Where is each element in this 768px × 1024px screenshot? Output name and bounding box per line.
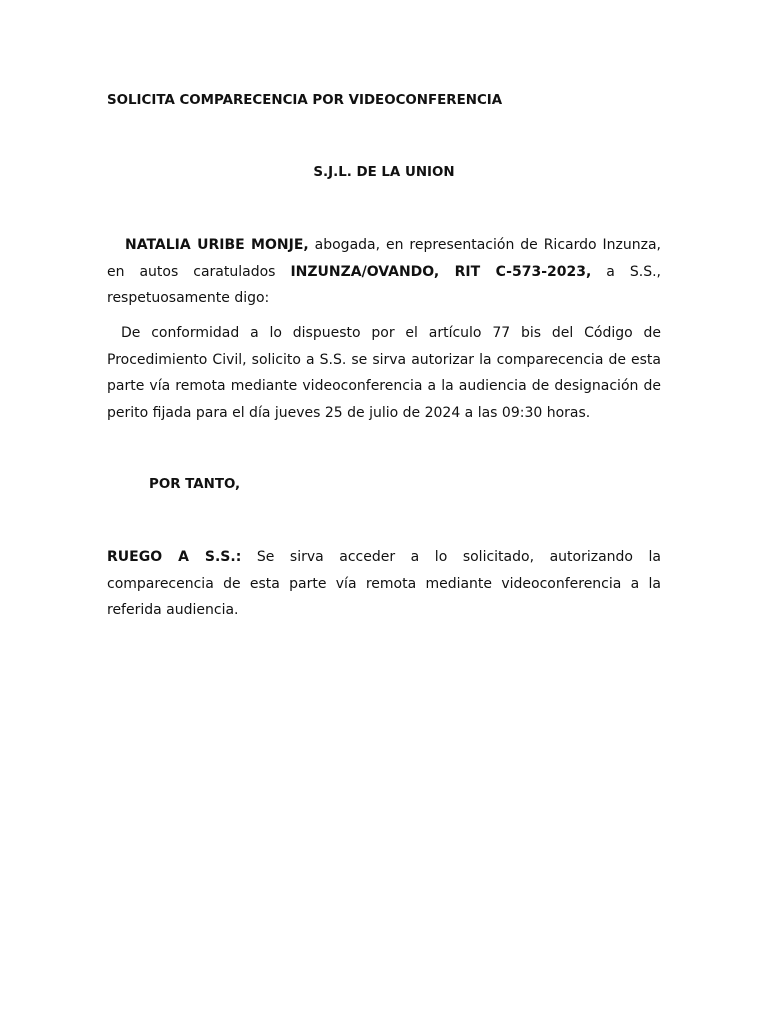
por-tanto-label: POR TANTO, xyxy=(149,477,241,492)
petition-label: RUEGO A S.S.: xyxy=(107,549,242,565)
court-name: S.J.L. DE LA UNION xyxy=(313,165,455,180)
document-page xyxy=(107,0,661,1024)
lawyer-name: NATALIA URIBE MONJE, xyxy=(125,237,309,253)
paragraph-text: Se sirva acceder a lo solicitado, autorizando la comparecencia de esta parte vía remota mediante videoconferencia a la referida audiencia. xyxy=(107,549,662,618)
paragraph-text: a S.S., respetuosamente digo: xyxy=(107,263,661,306)
paragraph-text: abogada, en representación de Ricardo Inzunza, en autos caratulados xyxy=(107,237,661,280)
document-heading: SOLICITA COMPARECENCIA POR VIDEOCONFERENCIA xyxy=(107,93,503,108)
paragraph-petition xyxy=(107,544,661,624)
case-caption: INZUNZA/OVANDO, RIT C-573-2023, xyxy=(290,263,592,280)
paragraph-representation xyxy=(107,232,661,312)
paragraph-request: De conformidad a lo dispuesto por el artículo 77 bis del Código de Procedimiento Civil, solicito a S.S. se sirva autorizar la comparecencia de esta parte vía remota mediante videoconferencia a la audiencia de designación de perito fijada para el día jueves 25 de julio de 2024 a las 09:30 horas. xyxy=(107,325,661,421)
